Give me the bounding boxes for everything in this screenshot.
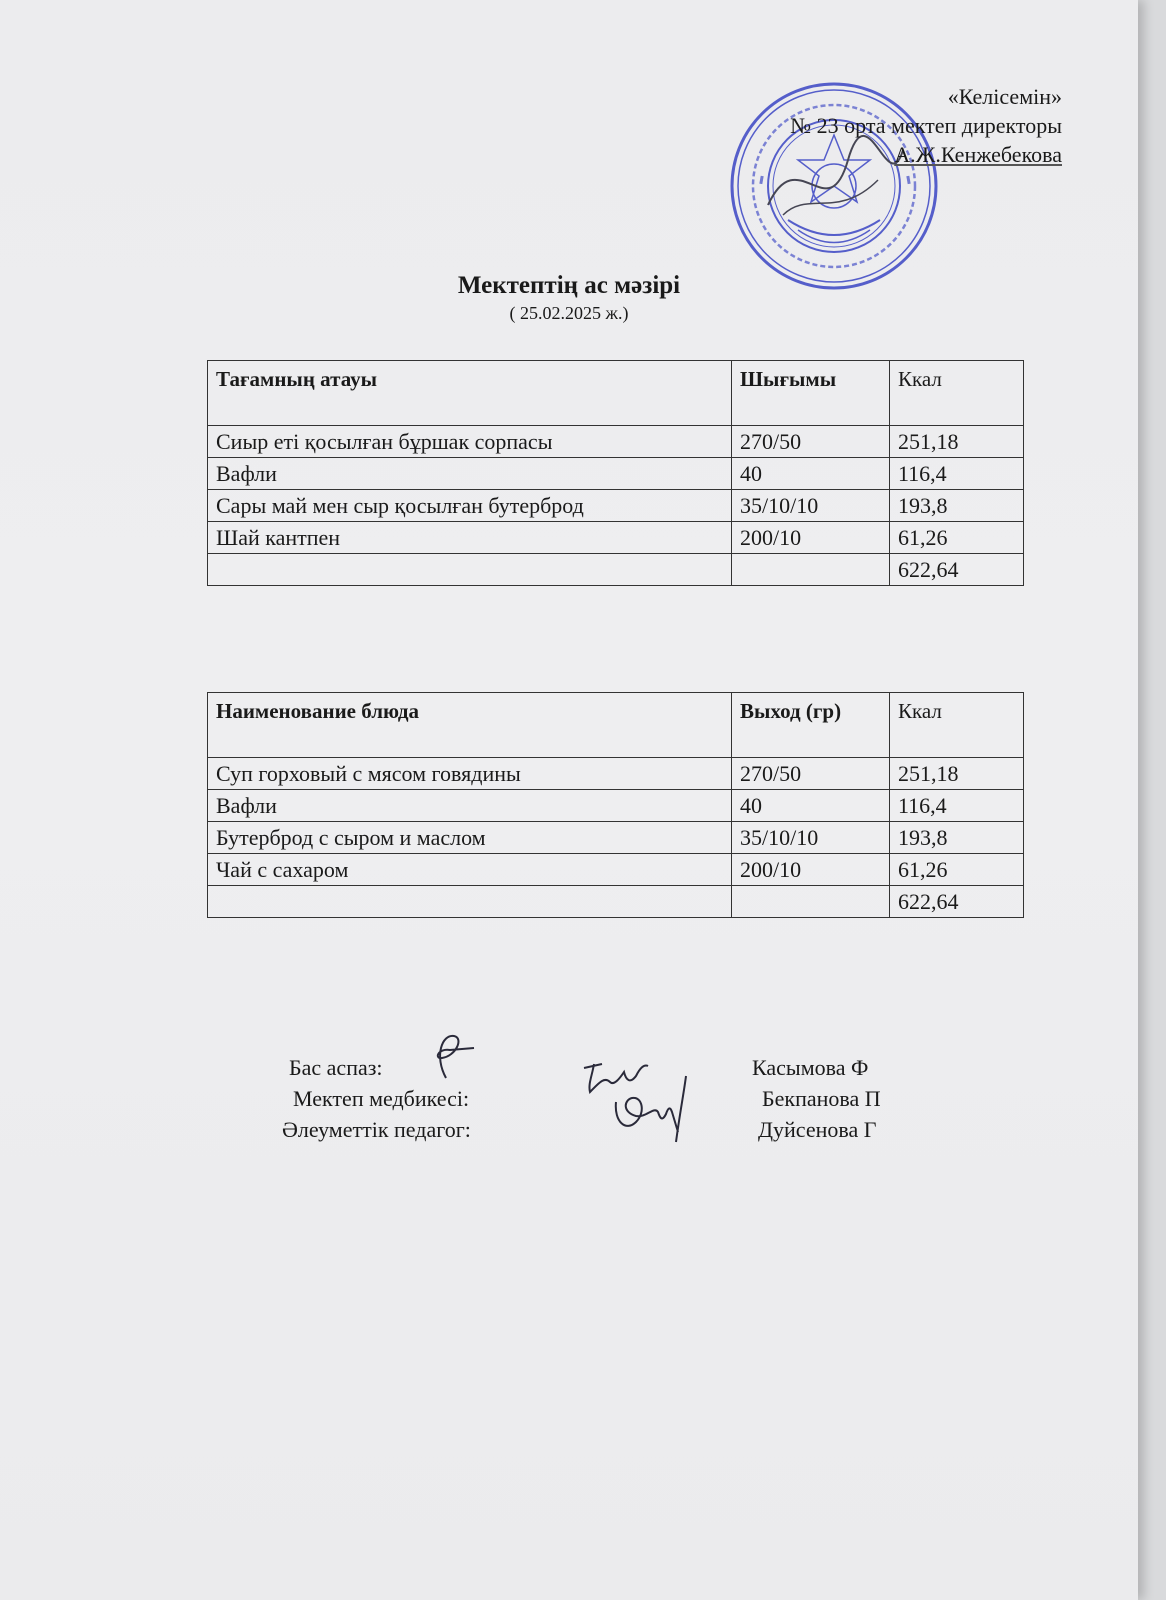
dish-yield: 200/10 [732, 522, 890, 554]
title-block [0, 270, 1138, 324]
dish-yield: 35/10/10 [732, 490, 890, 522]
table-total-row [208, 886, 1024, 918]
menu-table-russian [207, 692, 1024, 918]
dish-name: Вафли [208, 790, 732, 822]
table-row [208, 854, 1024, 886]
signer-role: Мектеп медбикесі: [293, 1086, 470, 1111]
column-header-dish: Тағамның атауы [208, 361, 732, 426]
signer-name: Касымова Ф [752, 1055, 869, 1080]
approval-position: № 23 орта мектеп директоры [790, 113, 1062, 138]
column-header-kcal: Ккал [890, 693, 1024, 758]
signature-row-nurse [0, 1083, 1138, 1114]
signature-row-pedagogue [0, 1114, 1138, 1145]
dish-yield: 200/10 [732, 854, 890, 886]
dish-kcal: 61,26 [890, 522, 1024, 554]
approval-director-name: А.Ж.Кенжебекова [894, 142, 1062, 167]
dish-yield: 35/10/10 [732, 822, 890, 854]
dish-kcal: 116,4 [890, 790, 1024, 822]
dish-yield: 40 [732, 458, 890, 490]
table-header-row [208, 361, 1024, 426]
table-row [208, 458, 1024, 490]
dish-kcal: 61,26 [890, 854, 1024, 886]
menu-date: ( 25.02.2025 ж.) [509, 303, 629, 323]
dish-name: Суп горховый с мясом говядины [208, 758, 732, 790]
dish-kcal: 193,8 [890, 490, 1024, 522]
table-total-row [208, 554, 1024, 586]
column-header-kcal: Ккал [890, 361, 1024, 426]
table-row [208, 426, 1024, 458]
table-row [208, 790, 1024, 822]
column-header-yield: Выход (гр) [732, 693, 890, 758]
dish-kcal: 116,4 [890, 458, 1024, 490]
signer-role: Әлеуметтік педагог: [282, 1117, 471, 1142]
table-row [208, 490, 1024, 522]
total-kcal: 622,64 [890, 886, 1024, 918]
signature-row-chef [0, 1052, 1138, 1083]
table-header-row [208, 693, 1024, 758]
dish-name: Шай кантпен [208, 522, 732, 554]
dish-yield: 270/50 [732, 426, 890, 458]
signer-name: Дуйсенова Г [758, 1117, 877, 1142]
dish-kcal: 251,18 [890, 426, 1024, 458]
total-empty-cell [208, 886, 732, 918]
approval-heading: «Келісемін» [947, 84, 1062, 109]
table-row [208, 822, 1024, 854]
page-title: Мектептің ас мәзірі [457, 272, 681, 299]
dish-name: Сары май мен сыр қосылған бутерброд [208, 490, 732, 522]
total-kcal: 622,64 [890, 554, 1024, 586]
menu-table-kazakh [207, 360, 1024, 586]
total-empty-cell [208, 554, 732, 586]
handwritten-signature-chef-icon [424, 1026, 484, 1086]
signature-block [0, 1052, 1138, 1145]
approval-block [790, 82, 1062, 169]
dish-name: Бутерброд с сыром и маслом [208, 822, 732, 854]
table-row [208, 758, 1024, 790]
dish-name: Сиыр еті қосылған бұршак сорпасы [208, 426, 732, 458]
dish-yield: 270/50 [732, 758, 890, 790]
signer-role: Бас аспаз: [289, 1055, 383, 1080]
table-row [208, 522, 1024, 554]
column-header-yield: Шығымы [732, 361, 890, 426]
column-header-dish: Наименование блюда [208, 693, 732, 758]
dish-name: Чай с сахаром [208, 854, 732, 886]
dish-name: Вафли [208, 458, 732, 490]
dish-yield: 40 [732, 790, 890, 822]
dish-kcal: 193,8 [890, 822, 1024, 854]
dish-kcal: 251,18 [890, 758, 1024, 790]
handwritten-signature-pedagogue-icon [606, 1072, 706, 1148]
total-empty-cell [732, 886, 890, 918]
signer-name: Бекпанова П [762, 1086, 881, 1111]
total-empty-cell [732, 554, 890, 586]
